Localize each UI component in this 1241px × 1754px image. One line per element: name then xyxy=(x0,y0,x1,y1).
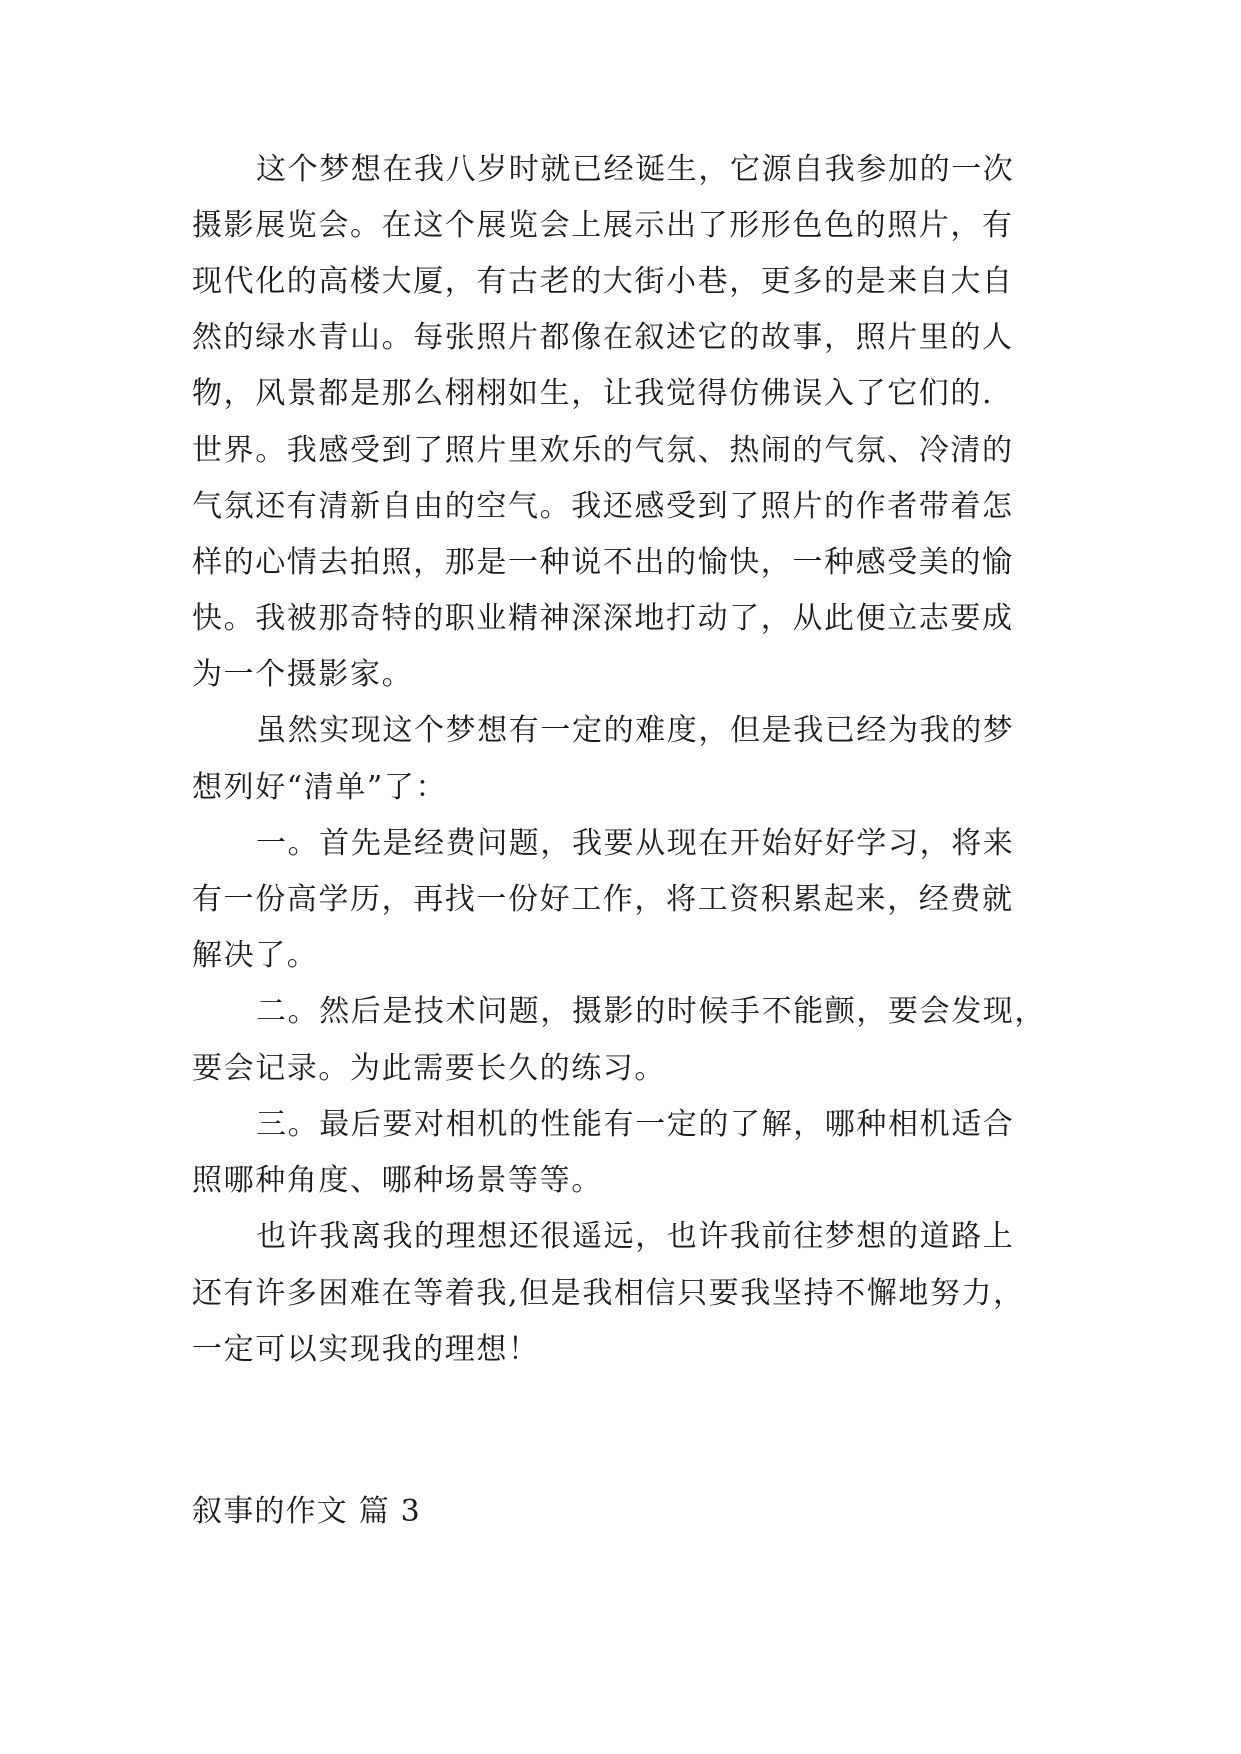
list-item-line: 要会记录。为此需要长久的练习。 xyxy=(192,1051,666,1086)
section-heading: 叙事的作文 篇 3 xyxy=(192,1494,421,1529)
paragraph-line: 这个梦想在我八岁时就已经诞生，它源自我参加的一次 xyxy=(256,152,1015,187)
paragraph-line: 物，风景都是那么栩栩如生，让我觉得仿佛误入了它们的. xyxy=(192,376,994,411)
list-item-line: 解决了。 xyxy=(192,938,319,973)
list-item-line: 二。然后是技术问题，摄影的时候手不能颤，要会发现， xyxy=(256,994,1046,1029)
paragraph-line: 想列好“清单”了： xyxy=(192,770,448,805)
paragraph-line: 现代化的高楼大厦，有古老的大街小巷，更多的是来自大自 xyxy=(192,264,1014,299)
paragraph-line: 世界。我感受到了照片里欢乐的气氛、热闹的气氛、冷清的 xyxy=(192,433,1014,468)
paragraph-line: 样的心情去拍照，那是一种说不出的愉快，一种感受美的愉 xyxy=(192,545,1014,580)
paragraph-line: 气氛还有清新自由的空气。我还感受到了照片的作者带着怎 xyxy=(192,489,1014,524)
list-item-line: 照哪种角度、哪种场景等等。 xyxy=(192,1163,603,1198)
paragraph-line: 为一个摄影家。 xyxy=(192,657,414,692)
list-item-line: 三。最后要对相机的性能有一定的了解，哪种相机适合 xyxy=(256,1107,1015,1142)
paragraph-line: 也许我离我的理想还很遥远，也许我前往梦想的道路上 xyxy=(256,1219,1015,1254)
paragraph-line: 虽然实现这个梦想有一定的难度，但是我已经为我的梦 xyxy=(256,713,1015,748)
paragraph-line: 摄影展览会。在这个展览会上展示出了形形色色的照片，有 xyxy=(192,208,1014,243)
paragraph-line: 一定可以实现我的理想！ xyxy=(192,1332,540,1367)
list-item-line: 一。首先是经费问题，我要从现在开始好好学习，将来 xyxy=(256,826,1015,861)
paragraph-line: 快。我被那奇特的职业精神深深地打动了，从此便立志要成 xyxy=(192,601,1014,636)
paragraph-line: 然的绿水青山。每张照片都像在叙述它的故事，照片里的人 xyxy=(192,320,1014,355)
list-item-line: 有一份高学历，再找一份好工作，将工资积累起来，经费就 xyxy=(192,882,1014,917)
paragraph-line: 还有许多困难在等着我,但是我相信只要我坚持不懈地努力， xyxy=(192,1276,1025,1311)
